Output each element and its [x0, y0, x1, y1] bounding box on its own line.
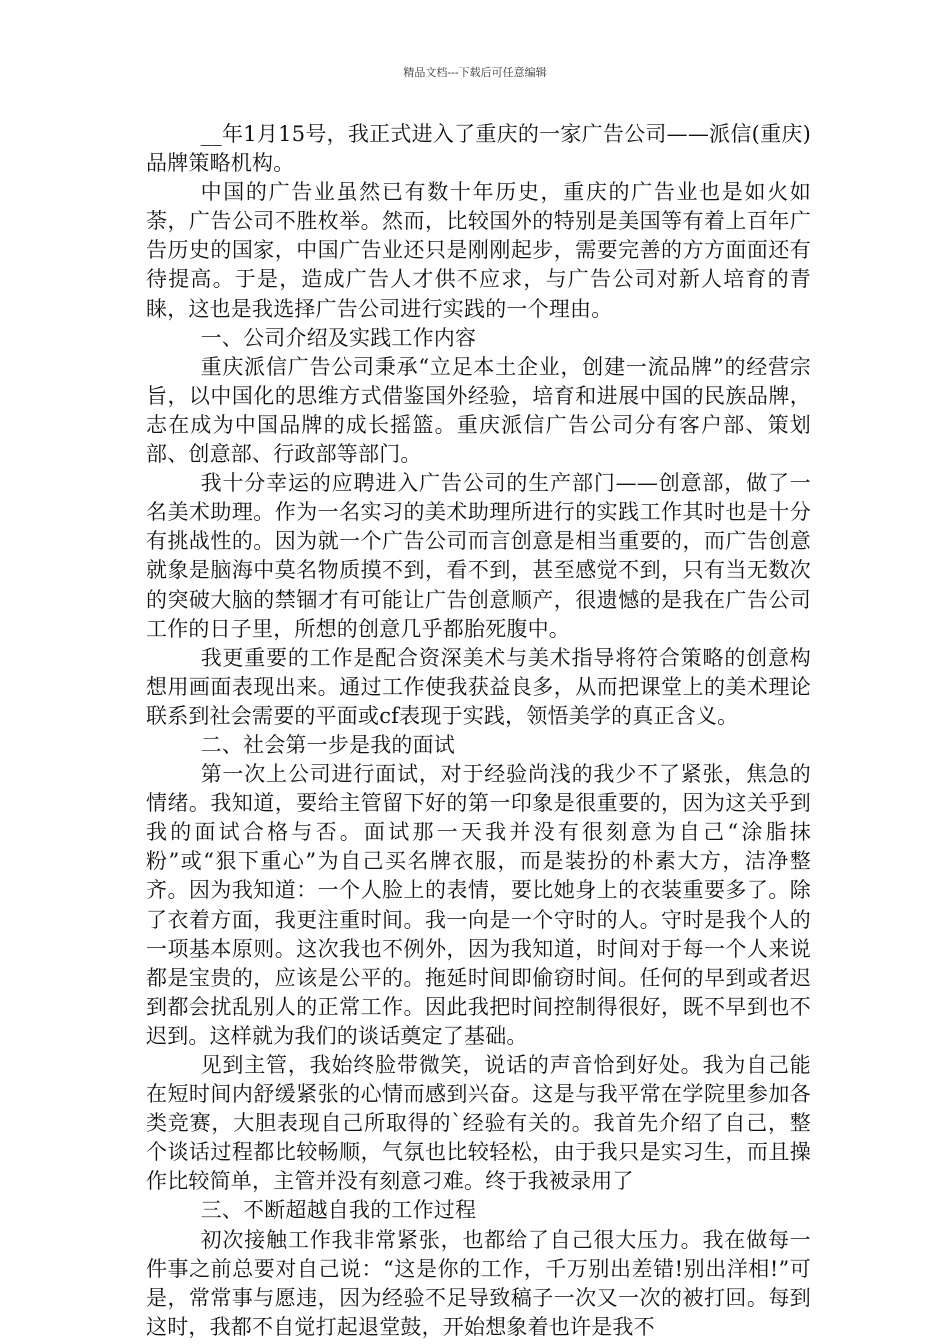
paragraph-company-description: 重庆派信广告公司秉承“立足本土企业，创建一流品牌”的经营宗旨，以中国化的思维方式借鉴国外经验，培育和进展中国的民族品牌，志在成为中国品牌的成长摇篮。重庆派信广告公司分有客户部、策划部、创意部、行政部等部门。 [146, 354, 811, 467]
section-heading-work-process: 三、不断超越自我的工作过程 [200, 1198, 477, 1223]
paragraph-first-interview: 第一次上公司进行面试，对于经验尚浅的我少不了紧张，焦急的情绪。我知道，要给主管留下好的第一印象是很重要的，因为这关乎到我的面试合格与否。面试那一天我并没有很刻意为自己“涂脂抹粉”或“狠下重心”为自己买名牌衣服，而是装扮的朴素大方，洁净整齐。因为我知道：一个人脸上的表情，要比她身上的衣装重要多了。除了衣着方面，我更注重时间。我一向是一个守时的人。守时是我个人的一项基本原则。这次我也不例外，因为我知道，时间对于每一个人来说都是宝贵的，应该是公平的。拖延时间即偷窃时间。任何的早到或者迟到都会扰乱别人的正常工作。因此我把时间控制得很好，既不早到也不迟到。这样就为我们的谈话奠定了基础。 [146, 762, 811, 1048]
page-header-note: 精品文档---下载后可任意编辑 [403, 66, 547, 79]
paragraph-main-work: 我更重要的工作是配合资深美术与美术指导将符合策略的创意构想用画面表现出来。通过工作使我获益良多，从而把课堂上的美术理论联系到社会需要的平面或cf表现于实践，领悟美学的真正含义。 [146, 645, 811, 728]
section-heading-interview: 二、社会第一步是我的面试 [200, 732, 455, 757]
section-heading-company-intro: 一、公司介绍及实践工作内容 [200, 325, 477, 350]
paragraph-first-work-experience: 初次接触工作我非常紧张，也都给了自己很大压力。我在做每一件事之前总要对自己说：“这是你的工作，千万别出差错!别出洋相!”可是，常常事与愿违，因为经验不足导致稿子一次又一次的被打回。每到这时，我都不自觉打起退堂鼓，开始想象着也许是我不 [146, 1227, 811, 1339]
paragraph-intro: __年1月15号，我正式进入了重庆的一家广告公司——派信(重庆)品牌策略机构。 [146, 122, 811, 176]
paragraph-industry-background: 中国的广告业虽然已有数十年历史，重庆的广告业也是如火如荼，广告公司不胜枚举。然而，比较国外的特别是美国等有着上百年广告历史的国家，中国广告业还只是刚刚起步，需要完善的方方面面还有待提高。于是，造成广告人才供不应求，与广告公司对新人培育的青睐，这也是我选择广告公司进行实践的一个理由。 [146, 180, 811, 321]
document-body [146, 120, 811, 1342]
paragraph-meeting-supervisor: 见到主管，我始终脸带微笑，说话的声音恰到好处。我为自己能在短时间内舒缓紧张的心情而感到兴奋。这是与我平常在学院里参加各类竞赛，大胆表现自己所取得的`经验有关的。我首先介绍了自己，整个谈话过程都比较畅顺，气氛也比较轻松，由于我只是实习生，而且操作比较简单，主管并没有刻意刁难。终于我被录用了 [146, 1053, 811, 1194]
paragraph-creative-department: 我十分幸运的应聘进入广告公司的生产部门——创意部，做了一名美术助理。作为一名实习的美术助理所进行的实践工作其时也是十分有挑战性的。因为就一个广告公司而言创意是相当重要的，而广告创意就象是脑海中莫名物质摸不到，看不到，甚至感觉不到，只有当无数次的突破大脑的禁锢才有可能让广告创意顺产，很遗憾的是我在广告公司工作的日子里，所想的创意几乎都胎死腹中。 [146, 471, 811, 641]
